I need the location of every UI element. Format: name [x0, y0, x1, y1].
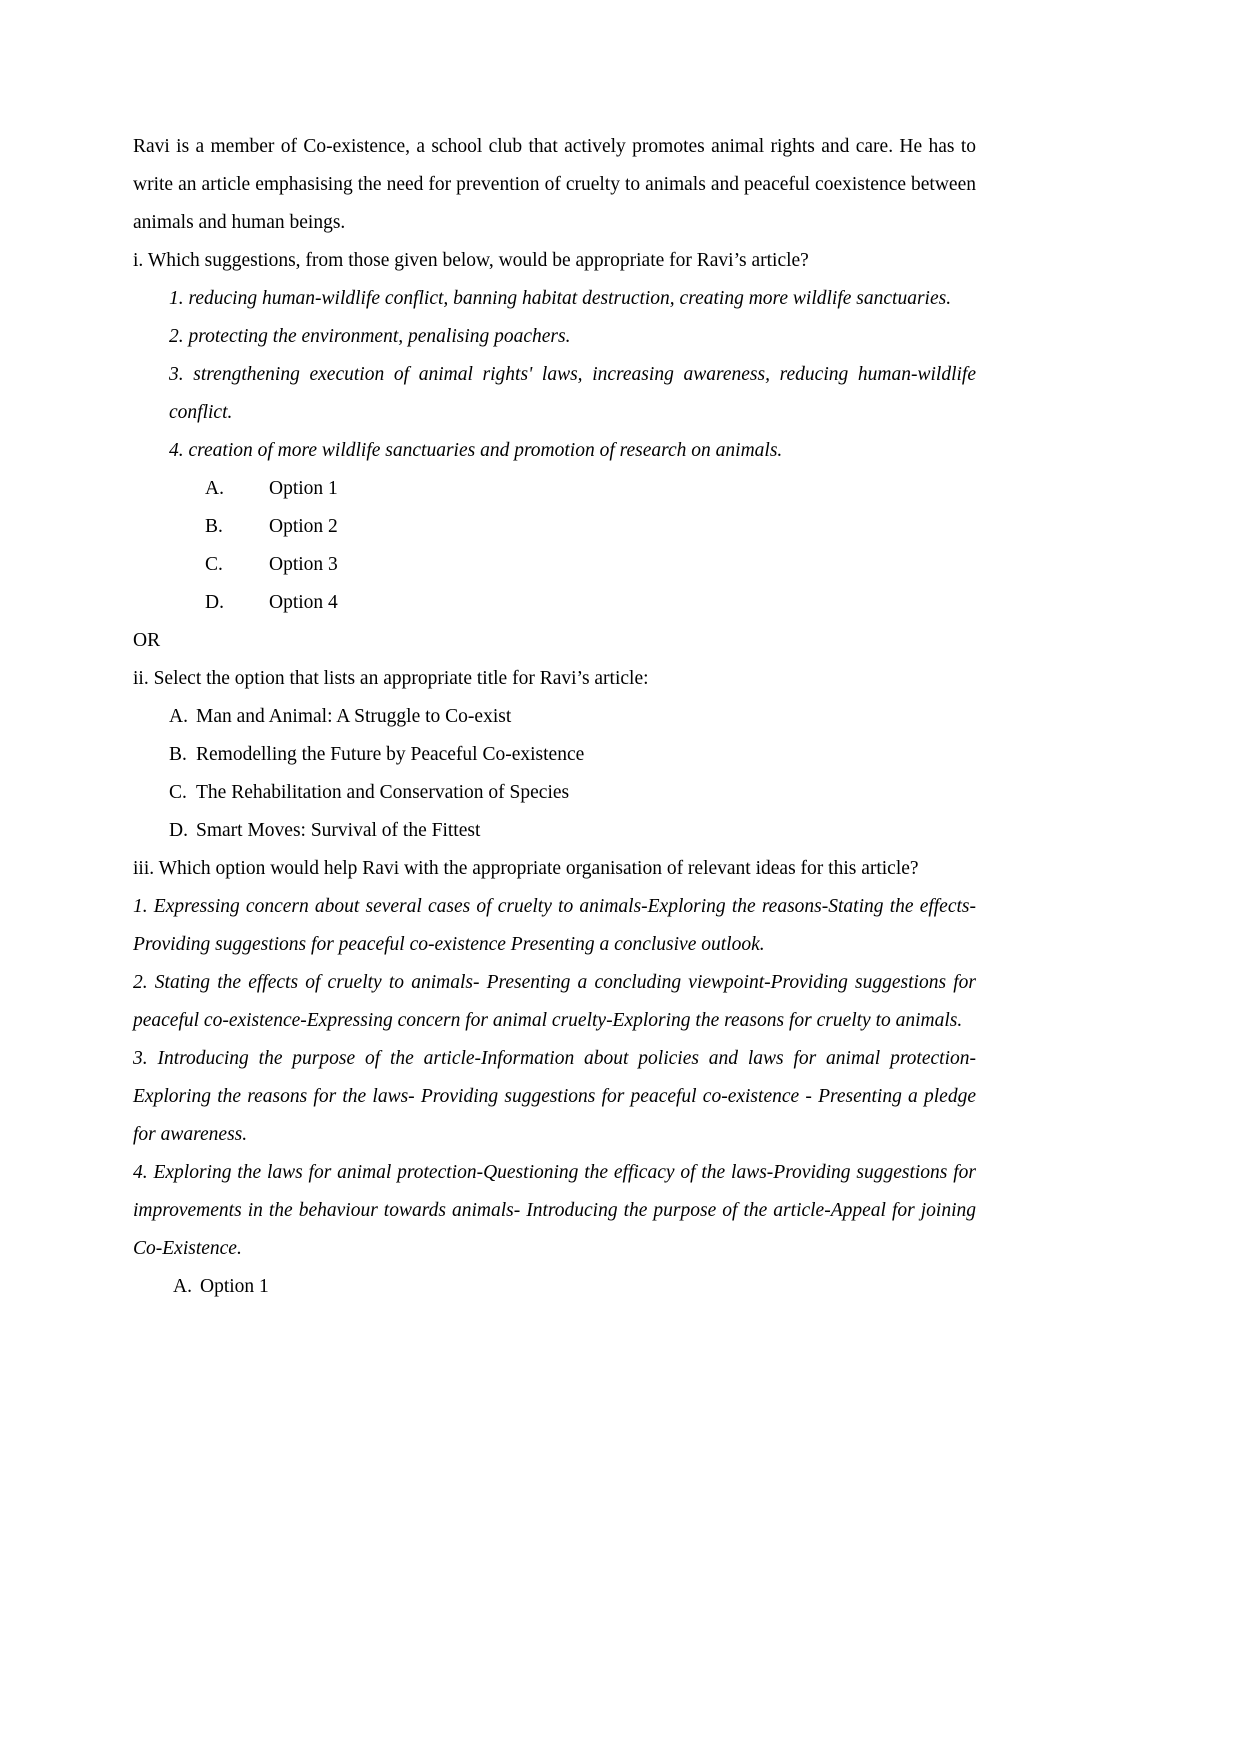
- suggestion-item: 2. protecting the environment, penalising poachers.: [169, 326, 571, 347]
- option-letter: D.: [169, 820, 188, 841]
- option-row-c[interactable]: [133, 774, 976, 812]
- document-body: [133, 128, 976, 1306]
- suggestion-item: 1. reducing human-wildlife conflict, banning habitat destruction, creating more wildlife sanctuaries.: [169, 288, 952, 309]
- option-row-d[interactable]: [133, 812, 976, 850]
- question-ii-options: [133, 698, 976, 850]
- organisation-choice: 3. Introducing the purpose of the article-Information about policies and laws for animal protection-Exploring the reasons for the laws- Providing suggestions for peaceful co-existence - Presenting a pledge for awareness.: [133, 1048, 976, 1145]
- organisation-choice: 4. Exploring the laws for animal protection-Questioning the efficacy of the laws-Providing suggestions for improvements in the behaviour towards animals- Introducing the purpose of the article-Appeal for joining Co-Existence.: [133, 1162, 976, 1259]
- option-label: Option 3: [269, 554, 338, 575]
- option-label: Smart Moves: Survival of the Fittest: [196, 820, 481, 841]
- option-row-b[interactable]: [133, 736, 976, 774]
- organisation-choice: 2. Stating the effects of cruelty to animals- Presenting a concluding viewpoint-Providing suggestions for peaceful co-existence-Expressing concern for animal cruelty-Exploring the reasons for cruelty to animals.: [133, 972, 976, 1031]
- option-label: Option 4: [269, 592, 338, 613]
- option-letter: B.: [169, 744, 187, 765]
- question-i-options: [133, 470, 976, 622]
- question-ii-prompt: ii. Select the option that lists an appropriate title for Ravi’s article:: [133, 668, 649, 689]
- option-letter: C.: [169, 782, 187, 803]
- option-letter: B.: [205, 516, 223, 537]
- question-i-prompt: i. Which suggestions, from those given below, would be appropriate for Ravi’s article?: [133, 250, 809, 271]
- option-row-d[interactable]: [133, 584, 976, 622]
- option-label: Man and Animal: A Struggle to Co-exist: [196, 706, 512, 727]
- organisation-choice: 1. Expressing concern about several cases of cruelty to animals-Exploring the reasons-Stating the effects-Providing suggestions for peaceful co-existence Presenting a conclusive outlook.: [133, 896, 976, 955]
- question-iii-option-a[interactable]: [133, 1268, 976, 1306]
- option-label: Option 1: [200, 1276, 269, 1297]
- option-row-a[interactable]: [133, 470, 976, 508]
- or-divider: OR: [133, 630, 161, 651]
- option-letter: D.: [205, 592, 224, 613]
- suggestion-item: 4. creation of more wildlife sanctuaries and promotion of research on animals.: [169, 440, 783, 461]
- option-label: The Rehabilitation and Conservation of Species: [196, 782, 570, 803]
- option-letter: A.: [169, 706, 188, 727]
- suggestion-item: 3. strengthening execution of animal rights' laws, increasing awareness, reducing human-wildlife conflict.: [169, 364, 976, 423]
- option-label: Option 2: [269, 516, 338, 537]
- option-letter: C.: [205, 554, 223, 575]
- option-letter: A.: [173, 1276, 192, 1297]
- question-iii-prompt: iii. Which option would help Ravi with the appropriate organisation of relevant ideas for this article?: [133, 858, 919, 879]
- option-row-b[interactable]: [133, 508, 976, 546]
- option-row-a[interactable]: [133, 698, 976, 736]
- option-label: Option 1: [269, 478, 338, 499]
- option-label: Remodelling the Future by Peaceful Co-existence: [196, 744, 585, 765]
- option-row-c[interactable]: [133, 546, 976, 584]
- option-letter: A.: [205, 478, 224, 499]
- intro-paragraph: Ravi is a member of Co-existence, a school club that actively promotes animal rights and care. He has to write an article emphasising the need for prevention of cruelty to animals and peaceful coexistence between animals and human beings.: [133, 136, 976, 233]
